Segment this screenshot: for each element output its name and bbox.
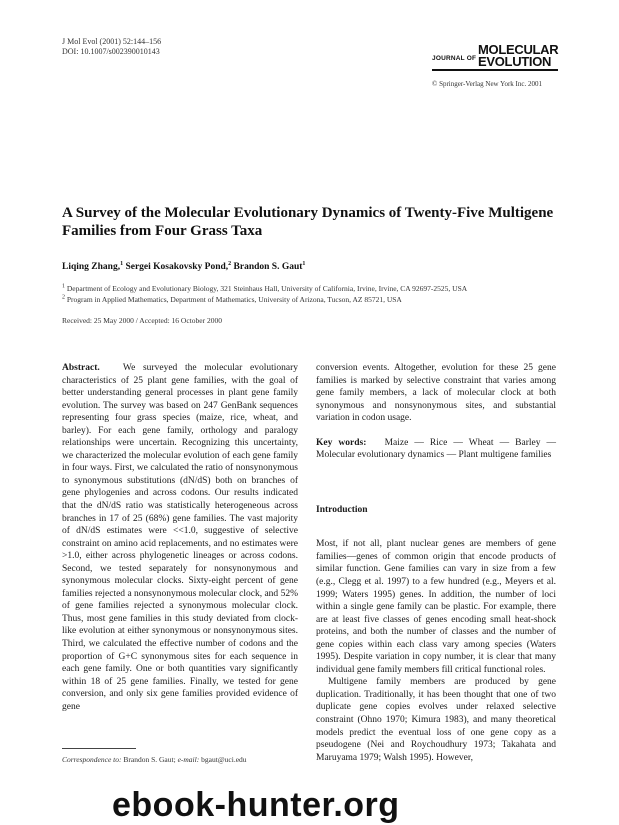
citation-doi: DOI: 10.1007/s002390010143	[62, 47, 160, 56]
abstract-label: Abstract.	[62, 363, 100, 373]
citation-volume: J Mol Evol (2001) 52:144–156	[62, 37, 162, 46]
author-list	[62, 262, 305, 272]
footnote-divider	[62, 748, 136, 749]
section-heading-introduction: Introduction	[316, 504, 368, 515]
affiliation-1	[62, 284, 467, 294]
footnote-label: Correspondence to:	[62, 755, 122, 764]
article-title: A Survey of the Molecular Evolutionary Dynamics of Twenty-Five Multigene Families from Four Grass Taxa	[62, 205, 554, 239]
copyright-notice: © Springer-Verlag New York Inc. 2001	[432, 80, 542, 88]
footnote-email-label: e-mail:	[177, 755, 200, 764]
author-name: Brandon S. Gaut	[233, 262, 303, 272]
watermark-text: ebook-hunter.org	[112, 786, 400, 824]
abstract	[62, 362, 298, 713]
logo-rule	[432, 69, 558, 71]
author-affiliation-mark: 1	[120, 260, 124, 267]
abstract-column	[62, 362, 298, 713]
affiliation-2	[62, 295, 402, 305]
received-dates: Received: 25 May 2000 / Accepted: 16 October 2000	[62, 316, 222, 325]
author-affiliation-mark: 2	[228, 260, 232, 267]
right-column	[316, 362, 556, 764]
correspondence-footnote	[62, 755, 247, 764]
introduction-paragraph-1: Most, if not all, plant nuclear genes are members of gene families—genes of common origin that encode products of similar function. Gene families can vary in size from a few (e.g., Clegg et al. 1997) to a few hundred (e.g., Meyers et al. 1999; Waters 1995) genes. In addition, the number of loci within a single gene family can be plastic. For example, there are at least five classes of genes encoding small heat-shock proteins, and both the number of classes and the number of gene copies within each class vary among species (Waters 1995). Despite variation in copy number, it is clear that many individual gene family members fill critical functional roles.	[316, 539, 556, 675]
affiliation-mark: 1	[62, 283, 65, 290]
keywords	[316, 437, 556, 462]
abstract-body: We surveyed the molecular evolutionary characteristics of 25 plant gene families, with the goal of better understanding general processes in plant gene family evolution. The survey was based on 247 GenBank sequences representing four grass species (maize, rice, wheat, and barley). For each gene family, orthology and paralogy relationships were uncertain. Recognizing this uncertainty, we characterized the molecular evolution of each gene family in four ways. First, we calculated the ratio of nonsynonymous to synonymous substitutions (dN/dS) both on branches of gene phylogenies and across codons. Our results indicated that the dN/dS ratio was statistically heterogeneous across branches in 17 of 25 (68%) gene families. The vast majority of dN/dS estimates were <<1.0, suggestive of selective constraint on amino acid replacements, and no estimates were >1.0, either across phylogenetic lineages or across codons. Second, we tested separately for nonsynonymous and synonymous molecular clocks. Sixty-eight percent of gene families rejected a nonsynonymous molecular clock, and 52% of gene families rejected a synonymous molecular clock. Thus, most gene families in this study deviated from clock-like evolution at either synonymous or nonsynonymous sites. Third, we calculated the effective number of codons and the proportion of G+C synonymous sites for each sequence in each gene family. One or both quantities vary significantly within 18 of 25 gene families. Finally, we tested for gene conversion, and only six gene families provided evidence of gene	[62, 363, 298, 712]
affiliation-text: Department of Ecology and Evolutionary Biology, 321 Steinhaus Hall, University of California, Irvine, Irvine, CA 92697-2525, USA	[66, 284, 468, 293]
keywords-text: Maize — Rice — Wheat — Barley — Molecular evolutionary dynamics — Plant multigene families	[316, 437, 557, 461]
journal-citation	[62, 37, 161, 57]
keywords-label: Key words:	[316, 437, 367, 448]
author-name: Sergei Kosakovsky Pond,	[125, 262, 229, 272]
footnote-name: Brandon S. Gaut;	[123, 755, 176, 764]
author-affiliation-mark: 1	[302, 260, 306, 267]
affiliation-mark: 2	[62, 294, 65, 301]
logo-small-text: JOURNAL OF	[432, 55, 477, 62]
logo-line-1: MOLECULAR	[478, 42, 559, 57]
affiliation-text: Program in Applied Mathematics, Department of Mathematics, University of Arizona, Tucson, AZ 85721, USA	[66, 295, 402, 304]
logo-line-2: EVOLUTION	[478, 54, 552, 69]
footnote-email: bgaut@uci.edu	[201, 755, 247, 764]
journal-logo	[432, 42, 558, 70]
abstract-continued: conversion events. Altogether, evolution for these 25 gene families is marked by selective constraint that varies among gene family members, a lack of molecular clock at both synonymous and nonsynonymous sites, and substantial variation in codon usage.	[316, 363, 556, 424]
author-name: Liqing Zhang,	[62, 262, 121, 272]
introduction-paragraph-2: Multigene family members are produced by gene duplication. Traditionally, it has been thought that one of two duplicate gene copies evolves under relaxed selective constraint (Ohno 1970; Kimura 1983), and many theoretical models predict the eventual loss of one gene copy as a pseudogene (Nei and Roychoudhury 1973; Takahata and Maruyama 1979; Walsh 1995). However,	[316, 677, 556, 763]
